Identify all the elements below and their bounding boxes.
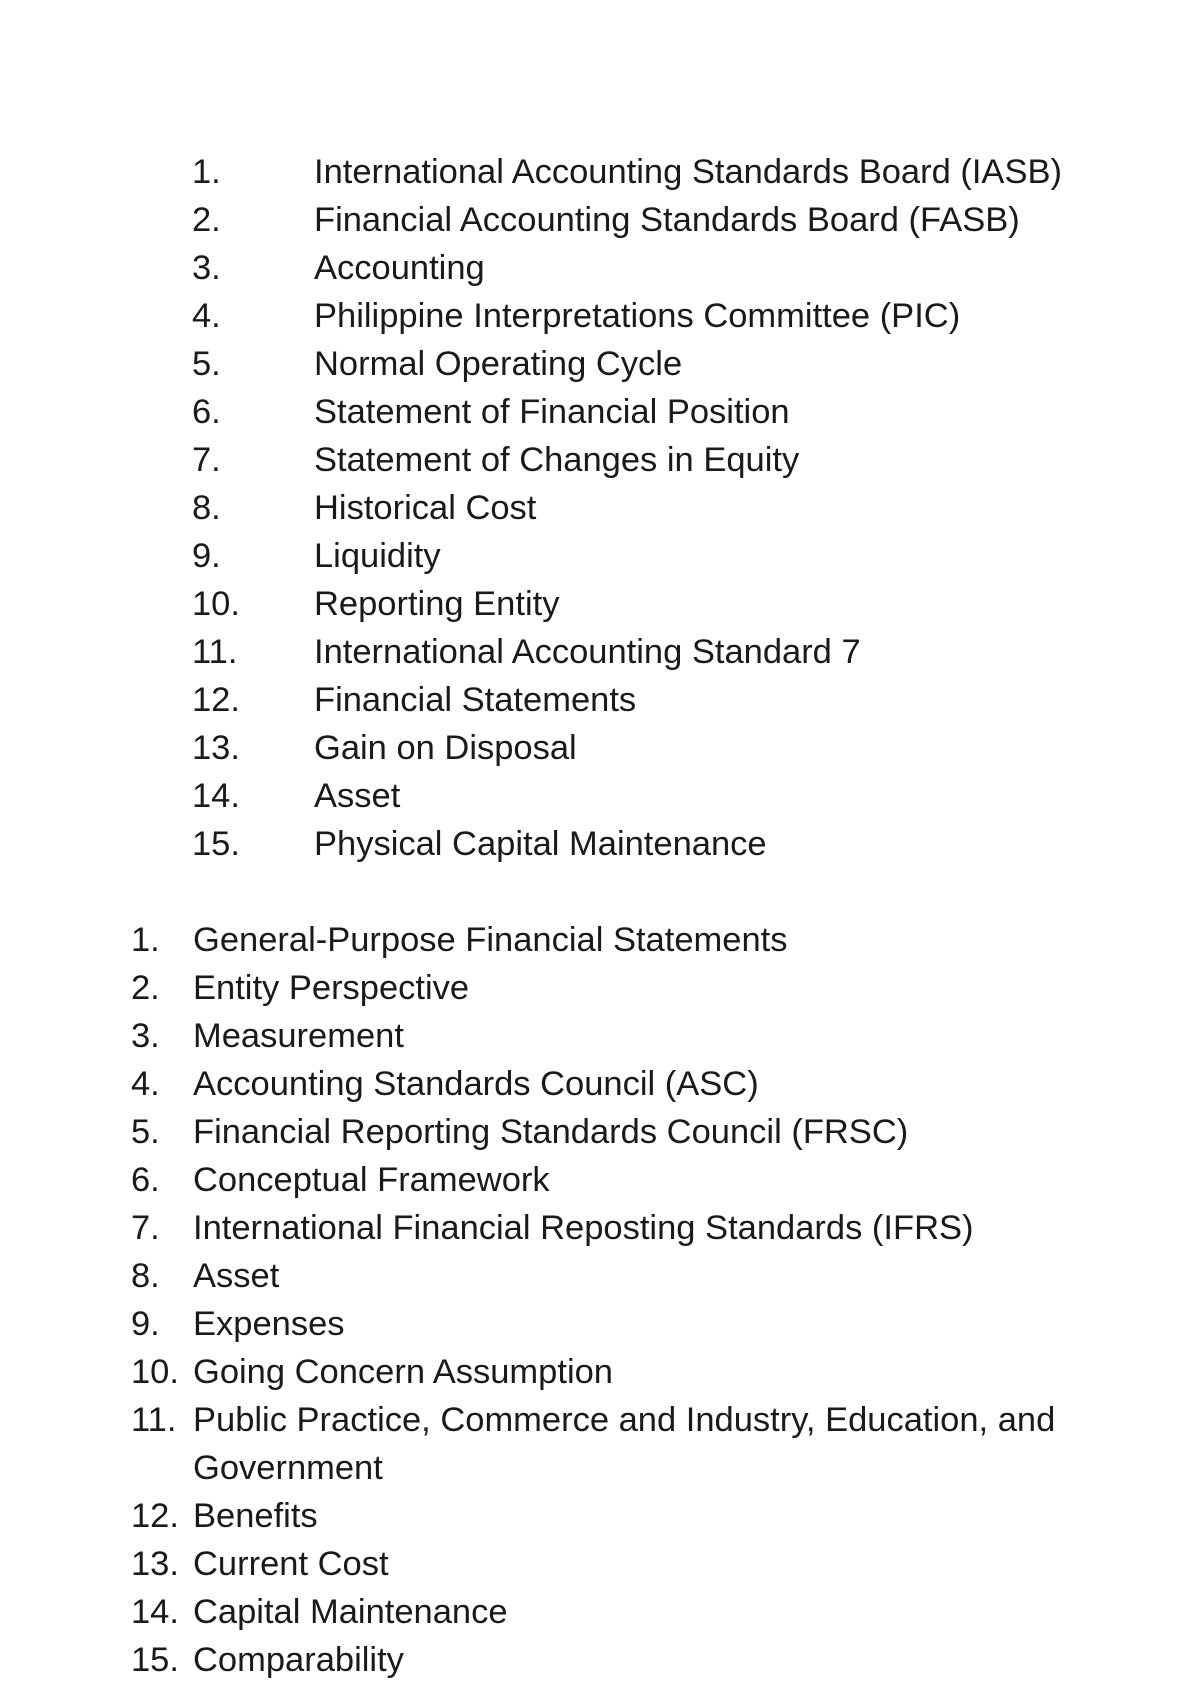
- list-item: [131, 1348, 1151, 1396]
- list-text: International Financial Reposting Standards (IFRS): [193, 1209, 974, 1247]
- list-number: 5.: [131, 1113, 160, 1151]
- list-item: [131, 1252, 1151, 1300]
- list-number: 13.: [131, 1545, 179, 1583]
- list-item: [131, 1588, 1151, 1636]
- list-number: 6.: [131, 1161, 160, 1199]
- list-number: 4.: [131, 1065, 160, 1103]
- list-number: 10.: [192, 585, 240, 623]
- list-number: 12.: [192, 681, 240, 719]
- list-text: Financial Reporting Standards Council (FRSC): [193, 1113, 909, 1151]
- list-text: Asset: [193, 1257, 280, 1295]
- list-text: Accounting Standards Council (ASC): [193, 1065, 759, 1103]
- list-number: 6.: [192, 393, 221, 431]
- list-number: 10.: [131, 1353, 179, 1391]
- list-item: [131, 1156, 1151, 1204]
- list-text: Expenses: [193, 1305, 345, 1343]
- list-number: 8.: [131, 1257, 160, 1295]
- list-text: Financial Statements: [314, 681, 637, 719]
- list-text: General-Purpose Financial Statements: [193, 921, 788, 959]
- list-text: Physical Capital Maintenance: [314, 825, 767, 863]
- list-item: [131, 1204, 1151, 1252]
- list-item: [131, 916, 1151, 964]
- numbered-list-second: [131, 916, 1151, 1684]
- list-text: Liquidity: [314, 537, 441, 575]
- list-text: Asset: [314, 777, 401, 815]
- list-number: 2.: [192, 201, 221, 239]
- list-number: 7.: [131, 1209, 160, 1247]
- list-item: [192, 342, 1152, 390]
- list-item: [131, 1300, 1151, 1348]
- list-number: 5.: [192, 345, 221, 383]
- list-item: [131, 1396, 1151, 1492]
- list-text: International Accounting Standard 7: [314, 633, 861, 671]
- list-item: [192, 390, 1152, 438]
- list-item: [192, 294, 1152, 342]
- list-item: [131, 1108, 1151, 1156]
- list-item: [192, 822, 1152, 870]
- list-text: Capital Maintenance: [193, 1593, 508, 1631]
- list-number: 3.: [131, 1017, 160, 1055]
- list-text: Reporting Entity: [314, 585, 560, 623]
- list-number: 4.: [192, 297, 221, 335]
- list-number: 14.: [131, 1593, 179, 1631]
- list-item: [192, 726, 1152, 774]
- list-item: [192, 150, 1152, 198]
- list-number: 1.: [192, 153, 221, 191]
- list-item: [131, 1636, 1151, 1684]
- list-item: [192, 678, 1152, 726]
- list-text: Gain on Disposal: [314, 729, 577, 767]
- list-item: [131, 1540, 1151, 1588]
- list-number: 15.: [192, 825, 240, 863]
- list-item: [192, 198, 1152, 246]
- list-text: Normal Operating Cycle: [314, 345, 683, 383]
- list-number: 9.: [131, 1305, 160, 1343]
- list-number: 3.: [192, 249, 221, 287]
- list-text: Current Cost: [193, 1545, 389, 1583]
- list-text: Benefits: [193, 1497, 318, 1535]
- list-item: [192, 630, 1152, 678]
- list-text: Philippine Interpretations Committee (PIC): [314, 297, 961, 335]
- list-number: 13.: [192, 729, 240, 767]
- list-item: [131, 1060, 1151, 1108]
- list-text: Comparability: [193, 1641, 404, 1679]
- list-text: Measurement: [193, 1017, 404, 1055]
- list-item: [192, 486, 1152, 534]
- list-number: 11.: [131, 1401, 177, 1439]
- list-item: [131, 1492, 1151, 1540]
- list-item: [131, 964, 1151, 1012]
- list-number: 2.: [131, 969, 160, 1007]
- list-item: [131, 1012, 1151, 1060]
- list-number: 7.: [192, 441, 221, 479]
- list-text: Accounting: [314, 249, 485, 287]
- list-text: Entity Perspective: [193, 969, 470, 1007]
- list-text: Going Concern Assumption: [193, 1353, 613, 1391]
- list-text: Public Practice, Commerce and Industry, Education, and Government: [193, 1401, 1056, 1487]
- list-number: 1.: [131, 921, 160, 959]
- list-text: Historical Cost: [314, 489, 537, 527]
- list-number: 15.: [131, 1641, 179, 1679]
- numbered-list-first: [192, 150, 1152, 870]
- list-number: 12.: [131, 1497, 179, 1535]
- list-number: 9.: [192, 537, 221, 575]
- list-number: 14.: [192, 777, 240, 815]
- list-number: 8.: [192, 489, 221, 527]
- list-text: International Accounting Standards Board (IASB): [314, 153, 1062, 191]
- list-item: [192, 534, 1152, 582]
- list-text: Conceptual Framework: [193, 1161, 550, 1199]
- list-item: [192, 246, 1152, 294]
- list-item: [192, 582, 1152, 630]
- list-number: 11.: [192, 633, 238, 671]
- list-item: [192, 774, 1152, 822]
- list-text: Statement of Changes in Equity: [314, 441, 800, 479]
- list-text: Statement of Financial Position: [314, 393, 790, 431]
- list-item: [192, 438, 1152, 486]
- list-text: Financial Accounting Standards Board (FASB): [314, 201, 1020, 239]
